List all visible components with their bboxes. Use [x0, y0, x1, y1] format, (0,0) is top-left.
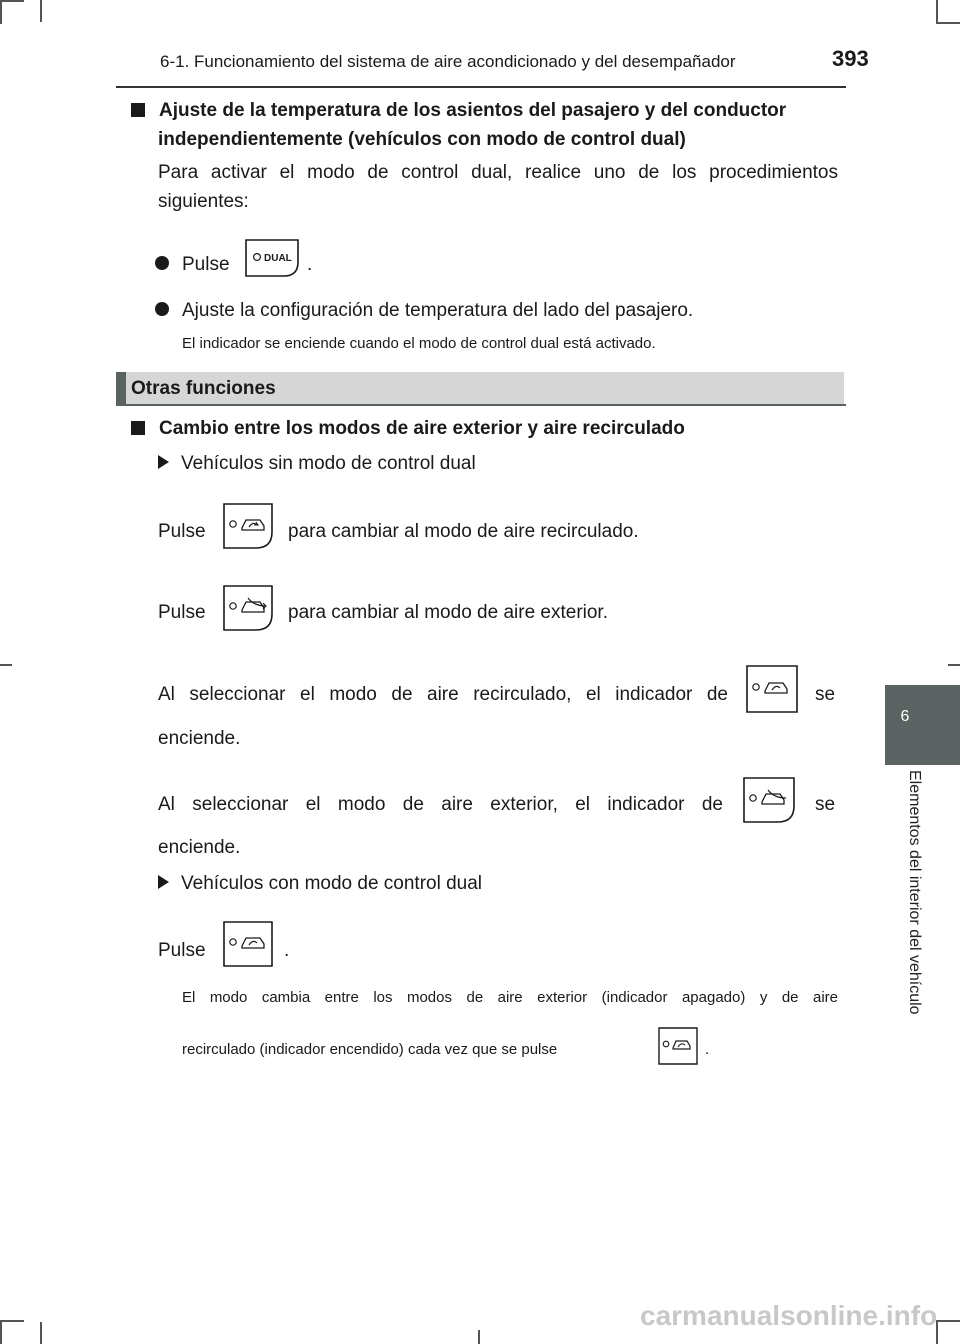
crop-mark — [0, 664, 12, 666]
pulse-label: Pulse — [158, 602, 206, 623]
period: . — [705, 1041, 710, 1058]
dual-note: El indicador se enciende cuando el modo de control dual está activado. — [182, 335, 656, 352]
bullet-icon — [155, 302, 169, 316]
crop-mark — [0, 1320, 24, 1322]
section-title: Otras funciones — [131, 378, 276, 399]
triangle-bullet-icon — [158, 455, 169, 469]
dual-heading-line2: independientemente (vehículos con modo de control dual) — [158, 129, 686, 150]
exterior-instruction: para cambiar al modo de aire exterior. — [288, 602, 608, 623]
dual-mode-note-line2: recirculado (indicador encendido) cada vez que se pulse — [182, 1041, 558, 1058]
indicator-enciende: enciende. — [158, 728, 241, 749]
indicator-se: se — [815, 794, 836, 815]
recirculation-button-icon — [657, 1026, 699, 1066]
triangle-bullet-icon — [158, 875, 169, 889]
dual-button-icon — [244, 238, 300, 278]
exterior-indicator-text: Al seleccionar el modo de aire exterior, el indicador de — [158, 794, 723, 815]
section-band-accent — [116, 372, 126, 404]
recirc-instruction: para cambiar al modo de aire recirculado. — [288, 521, 639, 542]
outside-air-button-icon — [222, 584, 274, 632]
crop-mark — [936, 0, 938, 22]
square-bullet-icon — [131, 103, 145, 117]
crop-mark — [936, 22, 960, 24]
page-number: 393 — [832, 46, 869, 71]
bullet-icon — [155, 256, 169, 270]
crop-mark — [0, 1320, 2, 1344]
bullet-item: Ajuste la configuración de temperatura del lado del pasajero. — [155, 296, 693, 325]
chapter-number: 6 — [900, 708, 910, 725]
header-rule — [116, 86, 846, 88]
crop-mark — [936, 1320, 960, 1322]
crop-mark — [478, 1330, 480, 1344]
recirc-indicator-text: Al seleccionar el modo de aire recirculado, el indicador de — [158, 684, 728, 705]
recirculation-indicator-icon — [745, 664, 799, 714]
crop-mark — [40, 1322, 42, 1344]
dual-intro: Para activar el modo de control dual, realice uno de los procedimientos siguientes: — [158, 162, 838, 212]
svg-text:DUAL: DUAL — [264, 253, 292, 264]
watermark: carmanualsonline.info — [640, 1300, 938, 1331]
recirculation-button-icon — [222, 502, 274, 550]
period: . — [284, 940, 290, 961]
pulse-label: Pulse — [158, 521, 206, 542]
indicator-se: se — [815, 684, 836, 705]
recirculation-button-icon — [222, 920, 274, 968]
section-header: 6-1. Funcionamiento del sistema de aire acondicionado y del desempañador — [160, 52, 736, 71]
pulse-label: Pulse — [158, 940, 206, 961]
subcase-dual: Vehículos con modo de control dual — [158, 869, 482, 898]
crop-mark — [948, 664, 960, 666]
air-mode-heading: Cambio entre los modos de aire exterior y aire recirculado — [131, 414, 841, 443]
bullet-period: . — [307, 254, 313, 275]
square-bullet-icon — [131, 421, 145, 435]
chapter-label: Elementos del interior del vehículo — [906, 770, 923, 1015]
crop-mark — [40, 0, 42, 22]
crop-mark — [0, 0, 2, 24]
section-band-rule — [116, 404, 846, 406]
crop-mark — [0, 0, 24, 2]
subcase-no-dual: Vehículos sin modo de control dual — [158, 449, 476, 478]
bullet-item: Pulse — [155, 250, 230, 279]
dual-mode-note-line1: El modo cambia entre los modos de aire exterior (indicador apagado) y de aire — [182, 989, 838, 1006]
outside-air-indicator-icon — [742, 776, 796, 824]
dual-heading: Ajuste de la temperatura de los asientos del pasajero y del conductor — [131, 96, 841, 125]
indicator-enciende: enciende. — [158, 837, 241, 858]
